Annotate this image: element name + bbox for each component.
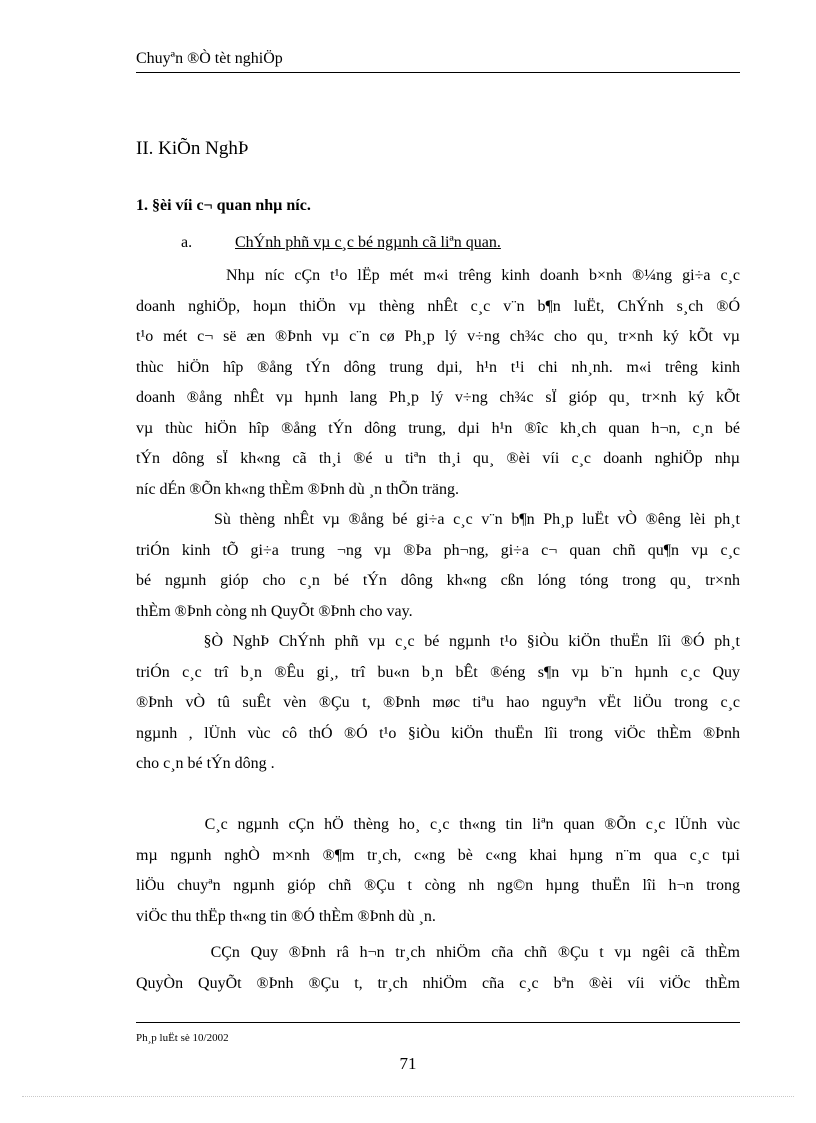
paragraph-line: doanh ®ång nhÊt vµ hµnh lang Ph¸p lý v÷ng ch¾c sÏ gióp qu¸ tr×nh ký kÕt — [136, 389, 740, 406]
paragraph-line: Nhµ níc cÇn t¹o lËp mét m«i trêng kinh doanh b×nh ®¼ng gi÷a c¸c — [136, 267, 740, 284]
paragraph-line: thÈm ®Þnh còng nh QuyÕt ®Þnh cho vay. — [136, 602, 413, 620]
paragraph-line: doanh nghiÖp, hoµn thiÖn vµ thèng nhÊt c¸c v¨n b¶n luËt, ChÝnh s¸ch ®Ó — [136, 297, 740, 315]
subsection-heading: 1. §èi víi c¬ quan nhµ níc. — [136, 197, 311, 214]
paragraph-line: bé ngµnh gióp cho c¸n bé tÝn dông kh«ng cßn lóng tóng trong qu¸ tr×nh — [136, 572, 740, 589]
paragraph-line: cho c¸n bé tÝn dông . — [136, 755, 275, 772]
paragraph-line: thùc hiÖn hîp ®ång tÝn dông trung dµi, h¹n t¹i chi nh¸nh. m«i trêng kinh — [136, 358, 740, 376]
paragraph-line: CÇn Quy ®Þnh râ h¬n tr¸ch nhiÖm cña chñ ®Çu t vµ ngêi cã thÈm — [136, 944, 740, 961]
paragraph-3 — [136, 627, 740, 780]
paragraph-line: §Ò NghÞ ChÝnh phñ vµ c¸c bé ngµnh t¹o §iÒu kiÖn thuËn lîi ®Ó ph¸t — [136, 633, 740, 650]
paragraph-line: triÓn kinh tÕ gi÷a trung ¬ng vµ ®Þa ph¬ng, gi÷a c¬ quan chñ qu¶n vµ c¸c — [136, 541, 740, 559]
paragraph-line: triÓn c¸c trî b¸n ®Êu gi¸, trî bu«n b¸n bÊt ®éng s¶n vµ b¨n hµnh c¸c Quy — [136, 663, 740, 681]
paragraph-line: vµ thùc hiÖn hîp ®ång tÝn dông trung, dµi h¹n ®îc kh¸ch quan h¬n, c¸n bé — [136, 419, 740, 437]
header-title: Chuyªn ®Ò tèt nghiÖp — [136, 50, 283, 67]
paragraph-line: C¸c ngµnh cÇn hÖ thèng ho¸ c¸c th«ng tin liªn quan ®Õn c¸c lÜnh vùc — [136, 816, 740, 833]
paragraph-line: QuyÒn QuyÕt ®Þnh ®Çu t, tr¸ch nhiÖm cña c¸c bªn ®èi víi viÖc thÈm — [136, 974, 740, 992]
paragraph-line: viÖc thu thËp th«ng tin ®Ó thÈm ®Þnh dù ¸n. — [136, 907, 436, 925]
section-heading: II. KiÕn NghÞ — [136, 138, 249, 159]
paragraph-line: ®Þnh vÒ tû suÊt vèn ®Çu t, ®Þnh møc tiªu hao nguyªn vËt liÖu trong c¸c — [136, 694, 740, 711]
paragraph-1 — [136, 261, 740, 505]
page-bottom-border — [22, 1096, 794, 1097]
paragraph-line: níc dÉn ®Õn kh«ng thÈm ®Þnh dù ¸n thÕn träng. — [136, 480, 459, 498]
paragraph-line: t¹o mét c¬ së æn ®Þnh vµ c¨n cø Ph¸p lý v÷ng ch¾c cho qu¸ tr×nh ký kÕt vµ — [136, 328, 740, 345]
page-header — [136, 48, 740, 73]
paragraph-line: tÝn dông sÏ kh«ng cã th¸i ®é u tiªn th¸i qu¸ ®èi víi c¸c doanh nghiÖp nhµ — [136, 450, 740, 467]
paragraph-5 — [136, 938, 740, 999]
footer-divider — [136, 1022, 740, 1023]
list-item-title: ChÝnh phñ vµ c¸c bé ngµnh cã liªn quan. — [235, 234, 501, 251]
paragraph-line: mµ ngµnh nghÒ m×nh ®¶m tr¸ch, c«ng bè c«ng khai hµng n¨m qua c¸c tµi — [136, 846, 740, 864]
paragraph-line: Sù thèng nhÊt vµ ®ång bé gi÷a c¸c v¨n b¶n Ph¸p luËt vÒ ®êng lèi ph¸t — [136, 511, 740, 528]
paragraph-4 — [136, 810, 740, 932]
list-item-marker: a. — [181, 234, 193, 251]
paragraph-line: liÖu chuyªn ngµnh gióp chñ ®Çu t còng nh ng©n hµng thuËn lîi h¬n trong — [136, 877, 740, 894]
page-number: 71 — [399, 1054, 417, 1073]
footnote: Ph¸p luËt sè 10/2002 — [136, 1032, 229, 1044]
paragraph-2 — [136, 505, 740, 627]
paragraph-line: ngµnh , lÜnh vùc cô thÓ ®Ó t¹o §iÒu kiÖn thuËn lîi trong viÖc thÈm ®Þnh — [136, 724, 740, 742]
